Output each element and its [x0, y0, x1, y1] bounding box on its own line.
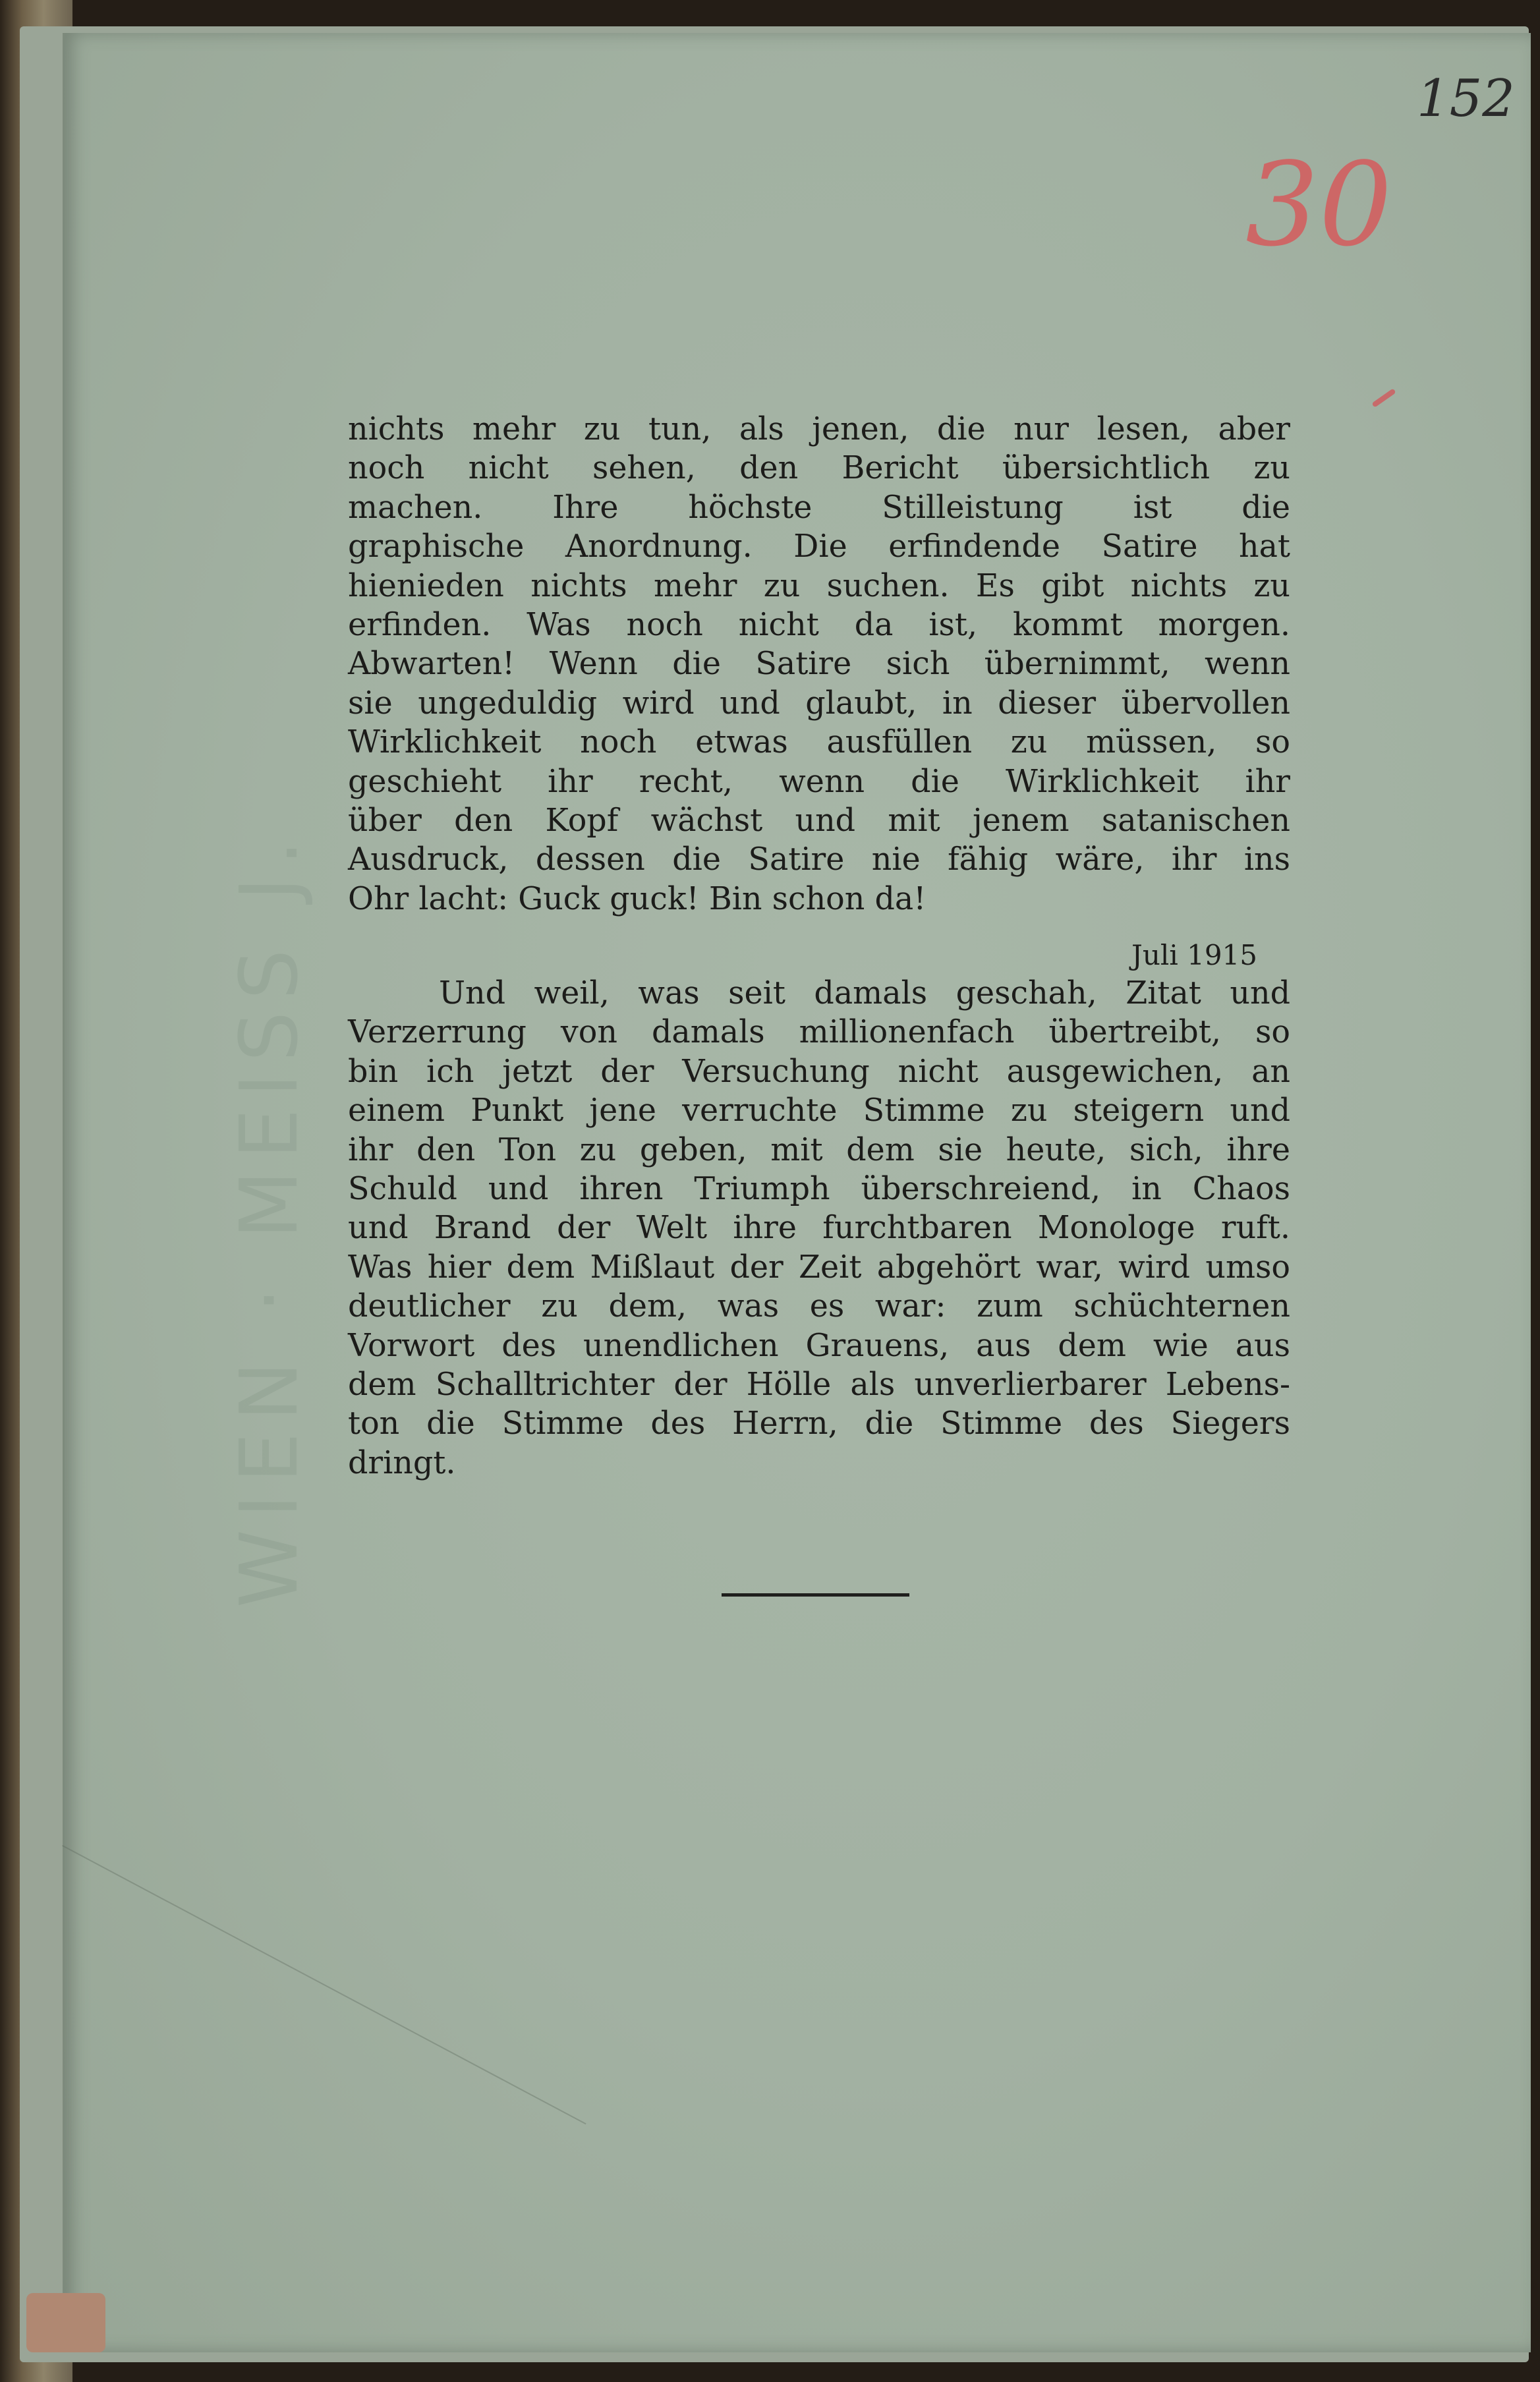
- text-line: Und weil, was seit damals geschah, Zitat und: [439, 975, 1290, 1012]
- corner-stain: [26, 2293, 105, 2352]
- text-line: ton die Stimme des Herrn, die Stimme des Siegers: [348, 1405, 1290, 1442]
- text-line: noch nicht sehen, den Bericht übersichtlich zu: [348, 450, 1290, 487]
- text-line: einem Punkt jene verruchte Stimme zu steigern und: [348, 1092, 1290, 1129]
- text-line: Ohr lacht: Guck guck! Bin schon da!: [348, 880, 927, 917]
- text-line: dem Schalltrichter der Hölle als unverlierbarer Lebens-: [348, 1366, 1290, 1403]
- text-line: erfinden. Was noch nicht da ist, kommt morgen.: [348, 606, 1290, 643]
- text-line: bin ich jetzt der Versuchung nicht ausgewichen, an: [348, 1053, 1290, 1090]
- text-line: machen. Ihre höchste Stilleistung ist die: [348, 489, 1290, 526]
- paragraph-2: [348, 974, 1290, 1483]
- text-line: graphische Anordnung. Die erfindende Satire hat: [348, 528, 1290, 565]
- body-text: [348, 410, 1290, 1483]
- text-line: dringt.: [348, 1444, 456, 1481]
- text-line: deutlicher zu dem, was es war: zum schüchternen: [348, 1288, 1290, 1325]
- date-line: Juli 1915: [1131, 939, 1257, 972]
- archive-number: 30: [1245, 138, 1392, 272]
- paragraph-1: [348, 410, 1290, 919]
- text-line: ihr den Ton zu geben, mit dem sie heute, sich, ihre: [348, 1131, 1290, 1168]
- text-line: Vorwort des unendlichen Grauens, aus dem wie aus: [348, 1327, 1290, 1364]
- text-line: Was hier dem Mißlaut der Zeit abgehört war, wird umso: [348, 1249, 1290, 1286]
- text-line: sie ungeduldig wird und glaubt, in dieser übervollen: [348, 685, 1290, 722]
- bleed-through-stamp: WIEN · MEISS J.: [224, 828, 316, 1608]
- text-line: Abwarten! Wenn die Satire sich übernimmt, wenn: [348, 646, 1290, 683]
- text-line: Schuld und ihren Triumph überschreiend, in Chaos: [348, 1171, 1290, 1208]
- text-line: hienieden nichts mehr zu suchen. Es gibt nichts zu: [348, 567, 1290, 604]
- text-line: Ausdruck, dessen die Satire nie fähig wäre, ihr ins: [348, 841, 1290, 878]
- section-rule: [722, 1593, 909, 1597]
- text-line: über den Kopf wächst und mit jenem satanischen: [348, 802, 1290, 839]
- text-line: Wirklichkeit noch etwas ausfüllen zu müssen, so: [348, 724, 1290, 761]
- text-line: Verzerrung von damals millionenfach übertreibt, so: [348, 1014, 1290, 1051]
- text-line: nichts mehr zu tun, als jenen, die nur lesen, aber: [348, 411, 1290, 447]
- text-line: geschieht ihr recht, wenn die Wirklichkeit ihr: [348, 763, 1290, 800]
- folio-number: 152: [1417, 69, 1515, 128]
- text-line: und Brand der Welt ihre furchtbaren Monologe ruft.: [348, 1210, 1290, 1247]
